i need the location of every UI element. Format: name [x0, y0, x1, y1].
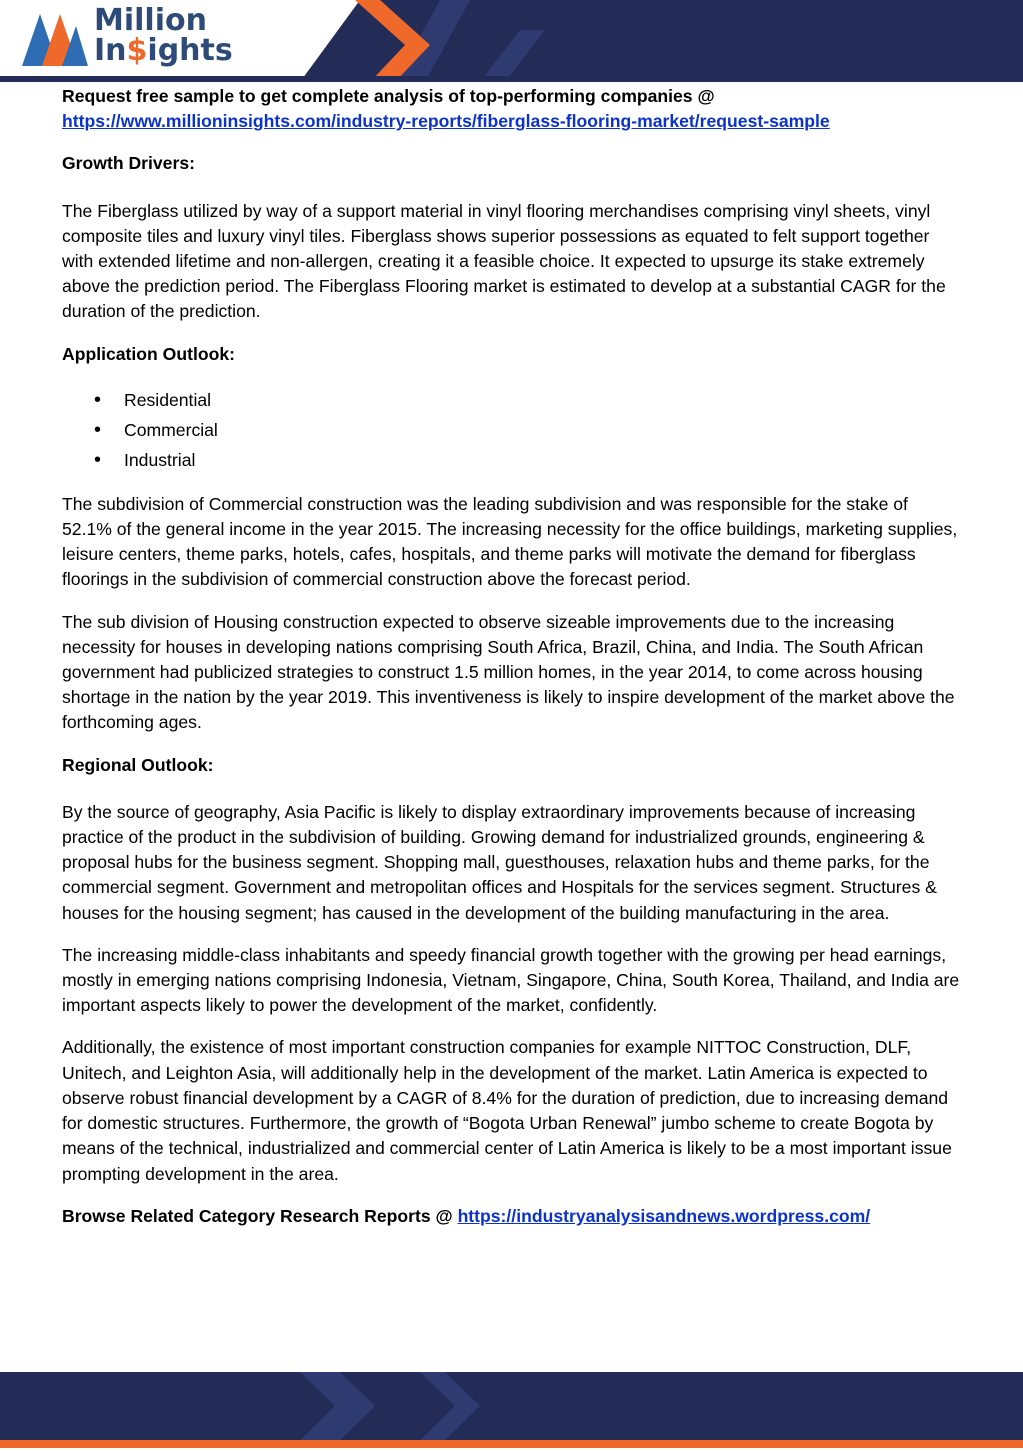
list-item: • Industrial — [124, 445, 962, 475]
list-item: • Residential — [124, 385, 962, 415]
regional-paragraph-2: The increasing middle-class inhabitants and speedy financial growth together with the growing per head earnings, mostly in emerging nations comprising Indonesia, Vietnam, Singapore, China, South Korea, Thailand, and India are important aspects likely to power the development of the market, confidently. — [62, 944, 960, 1016]
logo-line-2: In$ights — [94, 33, 233, 68]
request-sample-link[interactable]: https://www.millioninsights.com/industry-reports/fiberglass-flooring-market/request-sample — [62, 111, 830, 132]
application-list — [62, 385, 962, 475]
million-insights-logo-icon — [18, 6, 90, 70]
regional-outlook-heading: Regional Outlook: — [62, 754, 214, 775]
logo-line-1: Million — [94, 3, 207, 38]
growth-drivers-paragraph: The Fiberglass utilized by way of a support material in vinyl flooring merchandises comprising vinyl sheets, vinyl composite tiles and luxury vinyl tiles. Fiberglass shows superior possessions as equated to felt support together with extended lifetime and non-allergen, creating it a feasible choice. It expected to upsurge its stake extremely above the prediction period. The Fiberglass Flooring market is estimated to develop at a substantial CAGR for the duration of the prediction. — [62, 200, 946, 322]
browse-related-block — [62, 1204, 962, 1229]
growth-drivers-heading: Growth Drivers: — [62, 153, 195, 174]
request-sample-block — [62, 84, 962, 134]
application-paragraph-2: The sub division of Housing construction expected to observe sizeable improvements due to the increasing necessity for houses in developing nations comprising South Africa, Brazil, China, and India. The South African government had publicized strategies to construct 1.5 million homes, in the year 2014, to come across housing shortage in the nation by the year 2019. This inventiveness is likely to inspire development of the market above the forthcoming ages. — [62, 611, 955, 733]
regional-paragraph-1: By the source of geography, Asia Pacific is likely to display extraordinary improvements because of increasing practice of the product in the subdivision of building. Growing demand for industrialized grounds, engineering & proposal hubs for the business segment. Shopping mall, guesthouses, relaxation hubs and theme parks, for the commercial segment. Government and metropolitan offices and Hospitals for the services segment. Structures & houses for the housing segment; has caused in the development of the building manufacturing in the area. — [62, 801, 937, 923]
logo-wordmark — [94, 3, 233, 68]
footer-banner-graphic — [0, 1372, 1023, 1448]
page-footer — [0, 1372, 1023, 1448]
document-body — [62, 84, 962, 1246]
application-outlook-heading: Application Outlook: — [62, 343, 235, 364]
application-paragraph-1: The subdivision of Commercial construction was the leading subdivision and was responsible for the stake of 52.1% of the general income in the year 2015. The increasing necessity for the office buildings, marketing supplies, leisure centers, theme parks, hotels, cafes, hospitals, and theme parks will motivate the demand for fiberglass floorings in the subdivision of commercial construction above the forecast period. — [62, 493, 958, 590]
request-sample-text: Request free sample to get complete analysis of top-performing companies @ — [62, 86, 715, 106]
browse-related-link[interactable]: https://industryanalysisandnews.wordpress.com/ — [457, 1205, 871, 1226]
browse-related-text: Browse Related Category Research Reports @ — [62, 1205, 453, 1226]
page-header — [0, 0, 1023, 82]
list-item: • Commercial — [124, 415, 962, 445]
regional-paragraph-3: Additionally, the existence of most important construction companies for example NITTOC Construction, DLF, Unitech, and Leighton Asia, will additionally help in the development of the market. Latin America is expected to observe robust financial development by a CAGR of 8.4% for the duration of prediction, due to increasing demand for domestic structures. Furthermore, the growth of “Bogota Urban Renewal” jumbo scheme to create Bogota by means of the technical, industrialized and commercial center of Latin America is likely to be a most important issue prompting development in the area. — [62, 1037, 952, 1184]
